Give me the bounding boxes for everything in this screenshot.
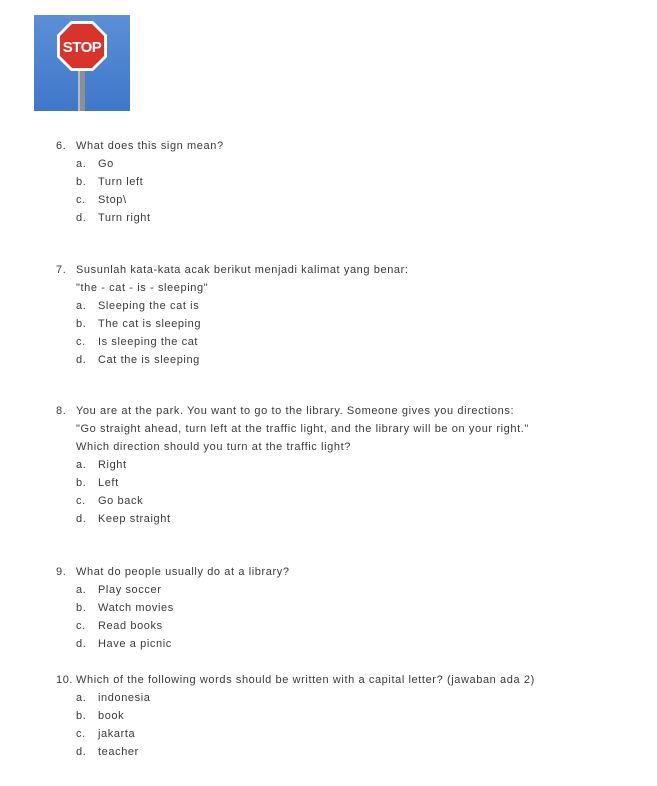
- question-text: What does this sign mean?: [76, 140, 224, 152]
- question-number: 7.: [56, 264, 67, 276]
- option-a[interactable]: a. Go: [76, 158, 114, 170]
- question-7: [56, 261, 409, 369]
- question-text: Susunlah kata-kata acak berikut menjadi kalimat yang benar:: [76, 264, 409, 276]
- options-list: [56, 689, 535, 761]
- sign-text: STOP: [62, 39, 102, 56]
- option-a[interactable]: a. Play soccer: [76, 584, 162, 596]
- options-list: [56, 581, 290, 653]
- question-number: 9.: [56, 566, 67, 578]
- question-number: 10.: [56, 674, 74, 686]
- option-c[interactable]: c. Is sleeping the cat: [76, 336, 199, 348]
- option-d[interactable]: d. Have a picnic: [76, 638, 172, 650]
- question-8: [56, 402, 529, 528]
- options-list: [56, 456, 529, 528]
- option-a[interactable]: a. Right: [76, 459, 127, 471]
- option-d[interactable]: d. Cat the is sleeping: [76, 354, 200, 366]
- option-c[interactable]: c. Go back: [76, 495, 144, 507]
- option-b[interactable]: b. The cat is sleeping: [76, 318, 202, 330]
- option-d[interactable]: d. Keep straight: [76, 513, 171, 525]
- option-c[interactable]: c. jakarta: [76, 728, 136, 740]
- options-list: [56, 297, 409, 369]
- question-subtext: "the - cat - is - sleeping": [76, 282, 209, 294]
- option-b[interactable]: b. book: [76, 710, 125, 722]
- option-c[interactable]: c. Stop\: [76, 194, 127, 206]
- question-text: You are at the park. You want to go to the library. Someone gives you directions:: [76, 405, 515, 417]
- options-list: [56, 155, 224, 227]
- option-d[interactable]: d. Turn right: [76, 212, 151, 224]
- question-10: [56, 671, 535, 761]
- question-9: [56, 563, 290, 653]
- option-d[interactable]: d. teacher: [76, 746, 139, 758]
- question-text: What do people usually do at a library?: [76, 566, 290, 578]
- option-b[interactable]: b. Turn left: [76, 176, 144, 188]
- option-a[interactable]: a. Sleeping the cat is: [76, 300, 200, 312]
- stop-sign-icon: [34, 15, 130, 111]
- option-b[interactable]: b. Watch movies: [76, 602, 174, 614]
- question-number: 6.: [56, 140, 67, 152]
- stop-sign-image: [34, 15, 130, 111]
- question-6: [56, 137, 224, 227]
- question-text: Which of the following words should be written with a capital letter? (jawaban ada 2): [76, 674, 535, 686]
- option-c[interactable]: c. Read books: [76, 620, 163, 632]
- question-number: 8.: [56, 405, 67, 417]
- option-b[interactable]: b. Left: [76, 477, 119, 489]
- option-a[interactable]: a. indonesia: [76, 692, 151, 704]
- question-subtext: "Go straight ahead, turn left at the traffic light, and the library will be on your right.": [76, 423, 529, 435]
- question-subtext: Which direction should you turn at the traffic light?: [76, 441, 351, 453]
